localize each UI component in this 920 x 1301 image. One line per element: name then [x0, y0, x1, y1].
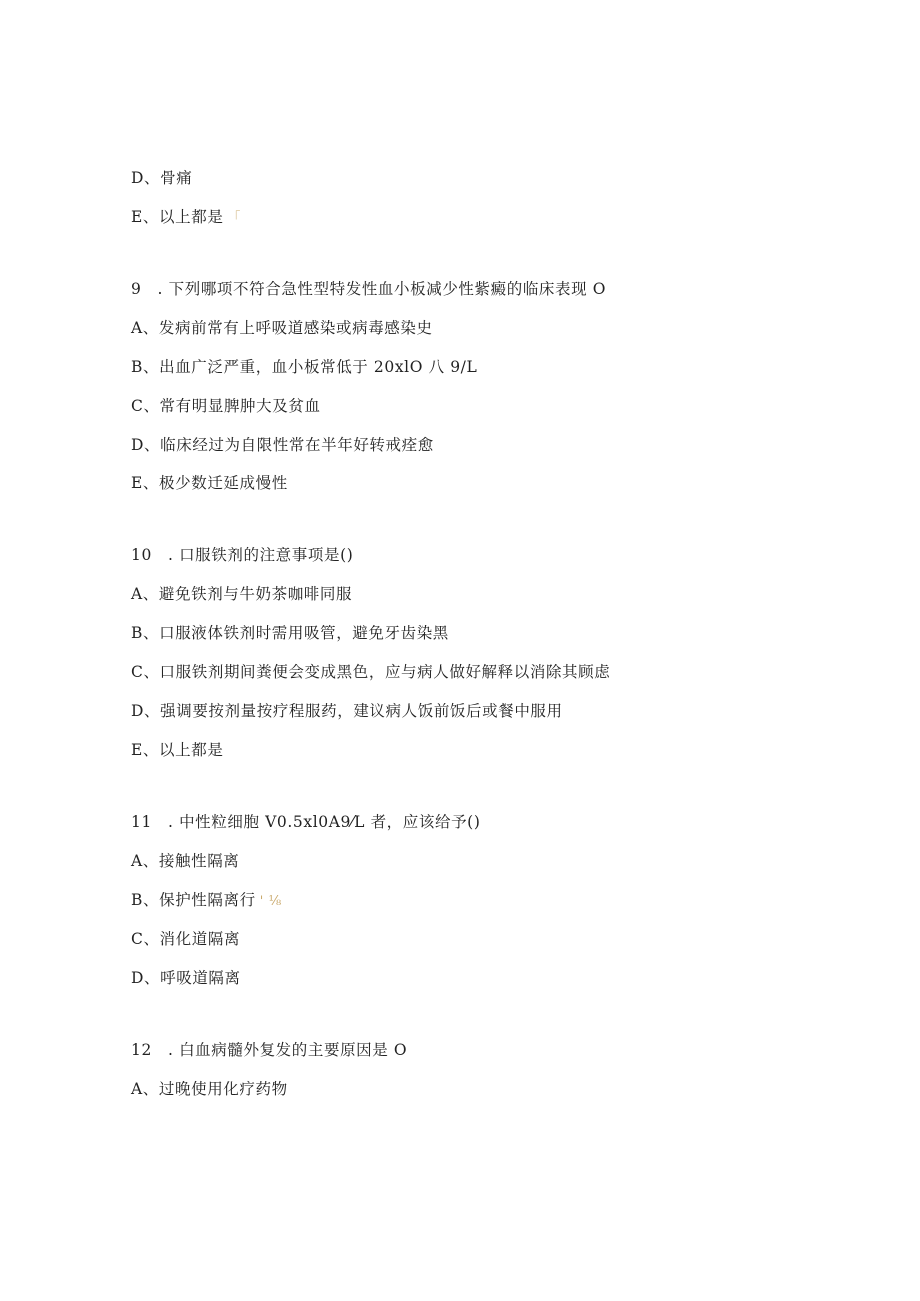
q9-option-c — [131, 396, 321, 416]
question-11 — [131, 812, 480, 832]
question-text: 9 . 下列哪项不符合急性型特发性血小板减少性紫癜的临床表现 O — [131, 280, 607, 298]
option-text: E、极少数迁延成慢性 — [131, 474, 288, 492]
option-text: C、常有明显脾肿大及贫血 — [131, 397, 321, 415]
stray-mark: 「 — [227, 211, 242, 226]
option-text: D、呼吸道隔离 — [131, 969, 241, 987]
q10-option-b — [131, 623, 449, 643]
option-text: A、发病前常有上呼吸道感染或病毒感染史 — [131, 319, 433, 337]
option-text: D、临床经过为自限性常在半年好转戒痊愈 — [131, 436, 434, 454]
option-text: B、保护性隔离行 — [131, 891, 256, 909]
q11-option-c — [131, 929, 240, 949]
question-text: 11 . 中性粒细胞 V0.5xl0A9⁄L 者，应该给予() — [131, 813, 481, 831]
option-text: A、接触性隔离 — [131, 852, 240, 870]
question-10 — [131, 545, 353, 565]
q8-option-e — [131, 207, 241, 229]
option-text: A、过晚使用化疗药物 — [131, 1080, 288, 1098]
q9-option-e — [131, 473, 288, 493]
stray-mark: ' ⅛ — [259, 894, 282, 909]
question-9 — [131, 279, 606, 299]
option-text: C、口服铁剂期间粪便会变成黑色，应与病人做好解释以消除其顾虑 — [131, 663, 611, 681]
option-text: D、骨痛 — [131, 169, 193, 187]
q10-option-c — [131, 662, 610, 682]
option-text: D、强调要按剂量按疗程服药，建议病人饭前饭后或餐中服用 — [131, 702, 563, 720]
q10-option-a — [131, 584, 352, 604]
option-text: A、避免铁剂与牛奶茶咖啡同服 — [131, 585, 353, 603]
option-text: B、出血广泛严重，血小板常低于 20xlO 八 9/L — [131, 358, 478, 376]
q11-option-d — [131, 968, 241, 988]
option-text: E、以上都是 — [131, 208, 224, 226]
option-text: B、口服液体铁剂时需用吸管，避免牙齿染黑 — [131, 624, 449, 642]
q9-option-b — [131, 357, 477, 377]
q10-option-d — [131, 701, 563, 721]
q8-option-d — [131, 168, 192, 188]
q10-option-e — [131, 740, 223, 760]
q9-option-d — [131, 435, 434, 455]
q12-option-a — [131, 1079, 288, 1099]
q9-option-a — [131, 318, 433, 338]
option-text: C、消化道隔离 — [131, 930, 241, 948]
q11-option-b — [131, 890, 282, 912]
question-text: 12 . 白血病髓外复发的主要原因是 O — [131, 1041, 408, 1059]
option-text: E、以上都是 — [131, 741, 224, 759]
question-12 — [131, 1040, 407, 1060]
q11-option-a — [131, 851, 239, 871]
question-text: 10 . 口服铁剂的注意事项是() — [131, 546, 354, 564]
